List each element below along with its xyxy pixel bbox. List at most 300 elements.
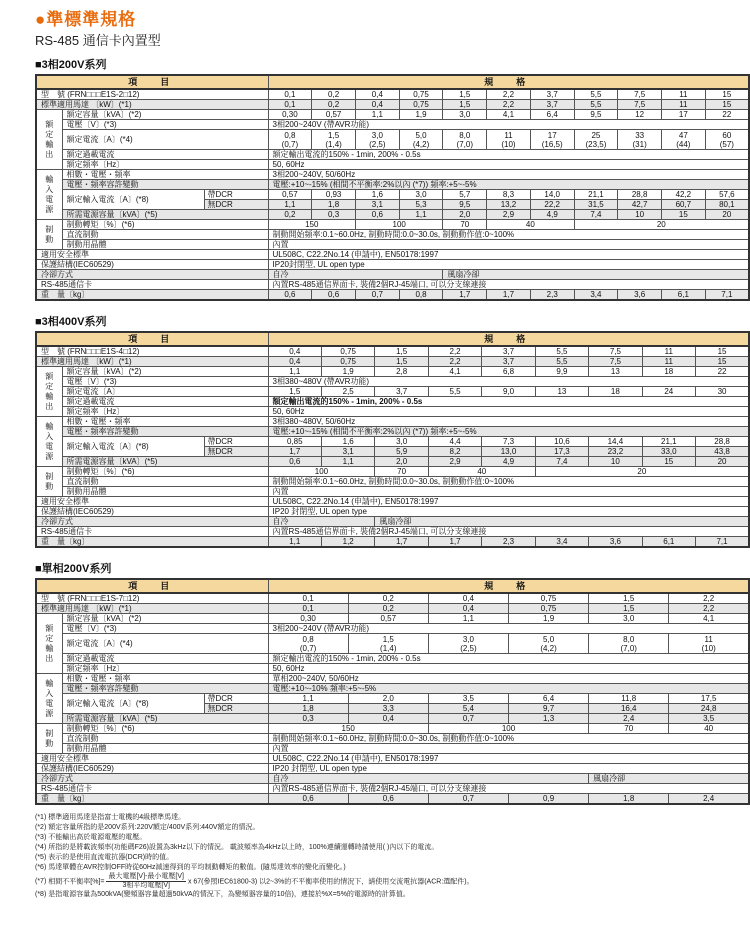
value-line: 0,8 bbox=[302, 634, 314, 644]
spec-value: 1,1 bbox=[428, 614, 508, 624]
spec-value: 1,1 bbox=[399, 210, 443, 220]
spec-value bbox=[530, 130, 574, 150]
row-label: 冷卻方式 bbox=[36, 270, 268, 280]
spec-value: 1,1 bbox=[321, 457, 374, 467]
value-line: 3,0 bbox=[371, 130, 383, 140]
spec-value: 0,6 bbox=[268, 794, 348, 805]
spec-value: 2,2 bbox=[487, 89, 531, 100]
spec-value: 15 bbox=[705, 100, 749, 110]
spec-value: 6,8 bbox=[482, 367, 535, 377]
table-row bbox=[36, 527, 749, 537]
footnote bbox=[35, 843, 748, 853]
spec-value: 7,5 bbox=[589, 357, 642, 367]
specs-header: 規 格 bbox=[268, 75, 749, 89]
table-head bbox=[36, 579, 749, 593]
table-row bbox=[36, 130, 749, 150]
items-header: 項 目 bbox=[36, 332, 268, 346]
spec-value: 4,4 bbox=[428, 437, 481, 447]
value-line: (4,2) bbox=[412, 139, 430, 149]
spec-value: 1,7 bbox=[443, 290, 487, 301]
spec-value: 7,3 bbox=[482, 437, 535, 447]
spec-value: 21,1 bbox=[642, 437, 695, 447]
row-label: 適用安全標準 bbox=[36, 754, 268, 764]
footnote bbox=[35, 873, 748, 890]
table-row bbox=[36, 270, 749, 280]
value-line: 11 bbox=[704, 634, 713, 644]
row-label: 額定頻率〔Hz〕 bbox=[62, 664, 268, 674]
spec-value: 2,2 bbox=[487, 100, 531, 110]
spec-value: 3,1 bbox=[355, 200, 399, 210]
spec-value: 5,5 bbox=[428, 387, 481, 397]
spec-value: 20 bbox=[535, 467, 749, 477]
footnote-text: 是指電源容量為500kVA(變頻器容量超過50kVA的情況下，為變頻器容量的10倍)，連接於%X=5%的電源時的計算值。 bbox=[48, 891, 410, 898]
spec-value: 20 bbox=[696, 457, 750, 467]
spec-value: 額定輸出電流的150% - 1min, 200% - 0.5s bbox=[268, 397, 749, 407]
spec-value: 100 bbox=[355, 220, 442, 230]
sub-label: 無DCR bbox=[204, 200, 268, 210]
table-row bbox=[36, 220, 749, 230]
spec-value: 電壓:+10~-15% (相間不平衡率:2%以內 (*7)) 頻率:+5~-5% bbox=[268, 427, 749, 437]
spec-value: 50, 60Hz bbox=[268, 160, 749, 170]
group-label: 制動 bbox=[36, 467, 62, 497]
group-label: 額定輸出 bbox=[36, 367, 62, 417]
spec-value: UL508C, C22.2No.14 (申請中), EN50178:1997 bbox=[268, 250, 749, 260]
spec-value: 6,1 bbox=[642, 537, 695, 548]
spec-value: 9,5 bbox=[574, 110, 618, 120]
spec-value: 4,9 bbox=[530, 210, 574, 220]
spec-value: 1,3 bbox=[509, 714, 589, 724]
table-row bbox=[36, 724, 749, 734]
spec-value: 0,7 bbox=[428, 714, 508, 724]
row-label: 所需電源容量〔kVA〕(*5) bbox=[62, 714, 268, 724]
spec-value: 22,2 bbox=[530, 200, 574, 210]
row-label: 直流制動 bbox=[62, 734, 268, 744]
spec-value: 7,1 bbox=[696, 537, 750, 548]
spec-value: 風扇冷卻 bbox=[443, 270, 749, 280]
row-label: 標準適用馬達 〔kW〕(*1) bbox=[36, 357, 268, 367]
table-row bbox=[36, 477, 749, 487]
spec-value bbox=[428, 634, 508, 654]
footnote-text: 馬達單體在AVR控制OFF時從60Hz減速得到的平均制動轉矩的數值。(隨馬達效率的變化而變化。) bbox=[48, 864, 346, 871]
spec-value: 13,2 bbox=[487, 200, 531, 210]
value-line: (7,0) bbox=[456, 139, 473, 149]
spec-value bbox=[399, 130, 443, 150]
row-label: 額定過載電流 bbox=[62, 150, 268, 160]
row-label: 額定容量〔kVA〕(*2) bbox=[62, 110, 268, 120]
row-label: 制動轉矩〔%〕(*6) bbox=[62, 724, 268, 734]
table-row bbox=[36, 280, 749, 290]
sub-label: 帶DCR bbox=[204, 694, 268, 704]
spec-value: 24,8 bbox=[669, 704, 749, 714]
spec-value: 1,1 bbox=[268, 200, 312, 210]
spec-value: 自冷 bbox=[268, 774, 589, 784]
spec-value: 0,4 bbox=[355, 89, 399, 100]
spec-value: 0,75 bbox=[509, 604, 589, 614]
spec-value: 0,6 bbox=[268, 290, 312, 301]
spec-value bbox=[348, 634, 428, 654]
spec-value: 額定輸出電流的150% - 1min, 200% - 0.5s bbox=[268, 150, 749, 160]
spec-value: 28,8 bbox=[618, 190, 662, 200]
spec-value: 15 bbox=[642, 457, 695, 467]
spec-value: 0,30 bbox=[268, 614, 348, 624]
table-row bbox=[36, 190, 749, 200]
spec-value: 0,75 bbox=[399, 100, 443, 110]
spec-value: 1,9 bbox=[509, 614, 589, 624]
spec-value: 1,7 bbox=[375, 537, 428, 548]
spec-value: 1,8 bbox=[312, 200, 356, 210]
spec-value: 6,4 bbox=[509, 694, 589, 704]
spec-value: 1,2 bbox=[321, 537, 374, 548]
table-row bbox=[36, 250, 749, 260]
footnote-mark: (*6) bbox=[35, 864, 47, 871]
spec-value: 0,85 bbox=[268, 437, 321, 447]
spec-value: 內置RS-485通信界面卡, 裝備2個RJ-45端口, 可以分支線連接 bbox=[268, 280, 749, 290]
table-row bbox=[36, 377, 749, 387]
row-label: 額定輸入電流〔A〕(*8) bbox=[62, 694, 204, 714]
spec-value: 0,3 bbox=[312, 210, 356, 220]
row-label: 保護結構(IEC60529) bbox=[36, 507, 268, 517]
spec-value: 內置 bbox=[268, 240, 749, 250]
spec-value: 0,4 bbox=[348, 714, 428, 724]
spec-value: 2,9 bbox=[487, 210, 531, 220]
spec-value: 70 bbox=[375, 467, 428, 477]
group-label: 制動 bbox=[36, 724, 62, 754]
value-line: (0,7) bbox=[299, 643, 317, 653]
row-label: RS-485通信卡 bbox=[36, 527, 268, 537]
footnote-text: 標準適用馬達是指富士電機的4級標準馬達。 bbox=[48, 814, 186, 821]
spec-value: 6,4 bbox=[530, 110, 574, 120]
items-header: 項 目 bbox=[36, 579, 268, 593]
value-line: 25 bbox=[591, 130, 601, 140]
spec-value: 18 bbox=[642, 367, 695, 377]
spec-value: 2,4 bbox=[589, 714, 669, 724]
spec-value: 5,5 bbox=[535, 357, 588, 367]
row-label: 重 量〔kg〕 bbox=[36, 537, 268, 548]
value-line: 1,5 bbox=[382, 634, 394, 644]
row-label: 保護結構(IEC60529) bbox=[36, 764, 268, 774]
spec-value: 150 bbox=[268, 220, 355, 230]
row-label: 所需電源容量〔kVA〕(*5) bbox=[62, 210, 268, 220]
value-line: (23,5) bbox=[585, 139, 607, 149]
table-row bbox=[36, 210, 749, 220]
table-row bbox=[36, 784, 749, 794]
spec-value: 3,0 bbox=[589, 614, 669, 624]
header-row bbox=[36, 75, 749, 89]
table-row bbox=[36, 517, 749, 527]
table-row bbox=[36, 110, 749, 120]
spec-value: 17,5 bbox=[669, 694, 749, 704]
value-line: 33 bbox=[635, 130, 645, 140]
spec-value: 15 bbox=[696, 357, 750, 367]
row-label: RS-485通信卡 bbox=[36, 784, 268, 794]
spec-value: 3,3 bbox=[348, 704, 428, 714]
spec-value: 20 bbox=[574, 220, 749, 230]
row-label: 相數・電壓・頻率 bbox=[62, 674, 268, 684]
value-line: 11 bbox=[504, 130, 513, 140]
value-line: (4,2) bbox=[540, 643, 557, 653]
spec-value: 80,1 bbox=[705, 200, 749, 210]
spec-value: 3,1 bbox=[321, 447, 374, 457]
spec-value: 0,57 bbox=[312, 110, 356, 120]
spec-value: 13,0 bbox=[482, 447, 535, 457]
value-line: (2,5) bbox=[369, 139, 386, 149]
spec-value: 2,5 bbox=[321, 387, 374, 397]
spec-value: 0,2 bbox=[348, 593, 428, 604]
value-line: 5,0 bbox=[415, 130, 427, 140]
spec-value: 自冷 bbox=[268, 517, 375, 527]
spec-value: 0,75 bbox=[321, 346, 374, 357]
table-row bbox=[36, 604, 749, 614]
spec-value: 43,8 bbox=[696, 447, 750, 457]
spec-value: 11 bbox=[662, 100, 706, 110]
spec-value: 1,6 bbox=[355, 190, 399, 200]
table-1phase-200v bbox=[35, 578, 750, 805]
table-row bbox=[36, 593, 749, 604]
spec-value: 2,2 bbox=[428, 357, 481, 367]
spec-value: 15 bbox=[705, 89, 749, 100]
spec-value: 9,0 bbox=[482, 387, 535, 397]
table-3phase-200v bbox=[35, 74, 750, 301]
spec-value: 0,9 bbox=[509, 794, 589, 805]
footnote bbox=[35, 890, 748, 900]
footnote-mark: (*7) bbox=[35, 878, 47, 886]
spec-value: 電壓:+10~-15% (相間不平衡率:2%以內 (*7)) 頻率:+5~-5% bbox=[268, 180, 749, 190]
spec-value: 2,3 bbox=[530, 290, 574, 301]
value-line: 60 bbox=[722, 130, 732, 140]
spec-value: 2,3 bbox=[482, 537, 535, 548]
spec-value: 1,5 bbox=[589, 604, 669, 614]
row-label: 制動轉矩〔%〕(*6) bbox=[62, 467, 268, 477]
spec-value: 2,0 bbox=[443, 210, 487, 220]
footnote bbox=[35, 853, 748, 863]
spec-value: 57,6 bbox=[705, 190, 749, 200]
spec-value: 50, 60Hz bbox=[268, 664, 749, 674]
spec-value: 1,7 bbox=[428, 537, 481, 548]
footnote-mark: (*2) bbox=[35, 824, 47, 831]
spec-value: 5,3 bbox=[399, 200, 443, 210]
spec-value: 5,5 bbox=[535, 346, 588, 357]
spec-value: 24 bbox=[642, 387, 695, 397]
spec-value: 自冷 bbox=[268, 270, 443, 280]
spec-value: 7,4 bbox=[574, 210, 618, 220]
spec-value: 3,5 bbox=[669, 714, 749, 724]
spec-value: 100 bbox=[268, 467, 375, 477]
spec-value bbox=[509, 634, 589, 654]
spec-value: 1,1 bbox=[268, 537, 321, 548]
spec-value: 0,8 bbox=[399, 290, 443, 301]
spec-value: 40 bbox=[487, 220, 574, 230]
spec-value: 3,0 bbox=[399, 190, 443, 200]
spec-value: 0,75 bbox=[321, 357, 374, 367]
spec-value: 4,1 bbox=[669, 614, 749, 624]
row-label: 額定電流〔A〕 bbox=[62, 387, 268, 397]
spec-value: 1,1 bbox=[268, 367, 321, 377]
table-row bbox=[36, 537, 749, 548]
spec-value: 7,4 bbox=[535, 457, 588, 467]
table-head bbox=[36, 332, 749, 346]
spec-value: 10 bbox=[618, 210, 662, 220]
spec-value: 0,7 bbox=[355, 290, 399, 301]
value-line: 8,0 bbox=[623, 634, 635, 644]
spec-value: 3,7 bbox=[530, 89, 574, 100]
spec-value: 3,0 bbox=[375, 437, 428, 447]
value-line: (7,0) bbox=[620, 643, 637, 653]
spec-value: 21,1 bbox=[574, 190, 618, 200]
spec-value: 14,4 bbox=[589, 437, 642, 447]
spec-value: 15 bbox=[696, 346, 750, 357]
spec-value: 0,6 bbox=[355, 210, 399, 220]
spec-value: 0,4 bbox=[355, 100, 399, 110]
table-row bbox=[36, 774, 749, 784]
value-line: (1,4) bbox=[325, 139, 342, 149]
spec-value: 0,6 bbox=[312, 290, 356, 301]
footnote-text: 表示的是使用直流電抗器(DCR)時的值。 bbox=[48, 854, 174, 861]
section-title: ■3相400V系列 bbox=[35, 316, 107, 328]
spec-value: 內置 bbox=[268, 744, 749, 754]
row-label: 制動用晶體 bbox=[62, 744, 268, 754]
table-row bbox=[36, 674, 749, 684]
spec-value: UL508C, C22.2No.14 (申請中), EN50178:1997 bbox=[268, 497, 749, 507]
footnote-text: 額定容量所指的是200V系列:220V額定/400V系列:440V額定的情況。 bbox=[48, 824, 260, 831]
table-row bbox=[36, 684, 749, 694]
spec-value: 0,3 bbox=[268, 714, 348, 724]
spec-value bbox=[589, 634, 669, 654]
spec-value: 4,9 bbox=[482, 457, 535, 467]
spec-value: 3,7 bbox=[482, 357, 535, 367]
spec-value: 0,4 bbox=[268, 346, 321, 357]
value-line: 5,0 bbox=[543, 634, 555, 644]
spec-value: 制動開始頻率:0.1~60.0Hz, 制動時間:0.0~30.0s, 制動動作值:0~100% bbox=[268, 230, 749, 240]
group-label: 輸入電源 bbox=[36, 674, 62, 724]
row-label: 額定輸入電流〔A〕(*8) bbox=[62, 190, 204, 210]
spec-value: 制動開始頻率:0.1~60.0Hz, 制動時間:0.0~30.0s, 制動動作值:0~100% bbox=[268, 734, 749, 744]
spec-value: 1,1 bbox=[268, 694, 348, 704]
spec-value: 0,57 bbox=[348, 614, 428, 624]
spec-value: 6,1 bbox=[662, 290, 706, 301]
spec-value: 單相200~240V, 50/60Hz bbox=[268, 674, 749, 684]
table-row bbox=[36, 764, 749, 774]
spec-value: 1,8 bbox=[268, 704, 348, 714]
spec-value: IP20封閉型, UL open type bbox=[268, 260, 749, 270]
spec-value: 1,9 bbox=[321, 367, 374, 377]
spec-value: 0,2 bbox=[312, 100, 356, 110]
table-body bbox=[36, 346, 749, 547]
spec-value: 9,5 bbox=[443, 200, 487, 210]
spec-value: 8,3 bbox=[487, 190, 531, 200]
spec-value: 內置RS-485通信界面卡, 裝備2個RJ-45端口, 可以分支線連接 bbox=[268, 784, 749, 794]
row-label: 冷卻方式 bbox=[36, 517, 268, 527]
table-row bbox=[36, 714, 749, 724]
spec-value: 11,8 bbox=[589, 694, 669, 704]
table-row bbox=[36, 634, 749, 654]
group-label: 額定輸出 bbox=[36, 614, 62, 674]
spec-value: 17 bbox=[662, 110, 706, 120]
group-label: 額定輸出 bbox=[36, 110, 62, 170]
spec-value: 33,0 bbox=[642, 447, 695, 457]
spec-value bbox=[618, 130, 662, 150]
spec-value: 1,7 bbox=[268, 447, 321, 457]
value-line: 8,0 bbox=[459, 130, 471, 140]
spec-value: 60,7 bbox=[662, 200, 706, 210]
spec-value: 30 bbox=[696, 387, 750, 397]
table-row bbox=[36, 89, 749, 100]
table-row bbox=[36, 290, 749, 301]
spec-value bbox=[705, 130, 749, 150]
row-label: 直流制動 bbox=[62, 477, 268, 487]
group-label: 輸入電源 bbox=[36, 417, 62, 467]
spec-value: 0,1 bbox=[268, 100, 312, 110]
row-label: 保護結構(IEC60529) bbox=[36, 260, 268, 270]
spec-value: 0,57 bbox=[268, 190, 312, 200]
row-label: 額定頻率〔Hz〕 bbox=[62, 160, 268, 170]
spec-value: 內置 bbox=[268, 487, 749, 497]
spec-value: 15 bbox=[662, 210, 706, 220]
value-line: (57) bbox=[719, 139, 734, 149]
spec-value: 3相380~480V (帶AVR功能) bbox=[268, 377, 749, 387]
footnote-text: x 67(參照IEC61800-3) 以2~3%的不平衡率使用的情況下，請使用交流電抗器(ACR:選配件)。 bbox=[187, 878, 474, 886]
spec-value: 16,4 bbox=[589, 704, 669, 714]
spec-value: 3,0 bbox=[443, 110, 487, 120]
value-line: (16,5) bbox=[541, 139, 563, 149]
spec-value: 3,7 bbox=[482, 346, 535, 357]
spec-value: 18 bbox=[589, 387, 642, 397]
footnote-text: 不能輸出高於電源電壓的電壓。 bbox=[48, 834, 147, 841]
spec-value: 0,2 bbox=[348, 604, 428, 614]
items-header: 項 目 bbox=[36, 75, 268, 89]
table-row bbox=[36, 654, 749, 664]
spec-value: 40 bbox=[428, 467, 535, 477]
table-row bbox=[36, 624, 749, 634]
row-label: 電壓〔V〕(*3) bbox=[62, 377, 268, 387]
table-row bbox=[36, 664, 749, 674]
spec-value: 42,7 bbox=[618, 200, 662, 210]
spec-value: 2,2 bbox=[669, 593, 749, 604]
spec-value: 1,9 bbox=[399, 110, 443, 120]
numerator: 最大電壓[V]-最小電壓[V] bbox=[108, 873, 184, 880]
spec-value: 0,2 bbox=[312, 89, 356, 100]
footnote-mark: (*5) bbox=[35, 854, 47, 861]
spec-value: 4,1 bbox=[487, 110, 531, 120]
spec-value: 11 bbox=[642, 357, 695, 367]
spec-value: 0,75 bbox=[509, 593, 589, 604]
row-label: 標準適用馬達 〔kW〕(*1) bbox=[36, 100, 268, 110]
spec-value: 8,2 bbox=[428, 447, 481, 457]
footnote bbox=[35, 813, 748, 823]
row-label: 標準適用馬達 〔kW〕(*1) bbox=[36, 604, 268, 614]
row-label: 額定頻率〔Hz〕 bbox=[62, 407, 268, 417]
spec-value: 1,5 bbox=[375, 346, 428, 357]
spec-value: 1,8 bbox=[589, 794, 669, 805]
spec-value: 70 bbox=[443, 220, 487, 230]
spec-value bbox=[669, 634, 749, 654]
spec-value: IP20 封閉型, UL open type bbox=[268, 764, 749, 774]
row-label: 電壓〔V〕(*3) bbox=[62, 624, 268, 634]
row-label: 電壓・頻率容許變動 bbox=[62, 684, 268, 694]
footnote-mark: (*8) bbox=[35, 891, 47, 898]
spec-value: 風扇冷卻 bbox=[375, 517, 749, 527]
table-row bbox=[36, 487, 749, 497]
table-row bbox=[36, 744, 749, 754]
fraction bbox=[106, 873, 185, 890]
spec-value: 23,2 bbox=[589, 447, 642, 457]
spec-value: 7,1 bbox=[705, 290, 749, 301]
spec-value: 3相380~480V, 50/60Hz bbox=[268, 417, 749, 427]
spec-value: 制動開始頻率:0.1~60.0Hz, 制動時間:0.0~30.0s, 制動動作值:0~100% bbox=[268, 477, 749, 487]
spec-value: 7,5 bbox=[618, 89, 662, 100]
spec-value: 5,9 bbox=[375, 447, 428, 457]
specs-header: 規 格 bbox=[268, 579, 749, 593]
table-head bbox=[36, 75, 749, 89]
